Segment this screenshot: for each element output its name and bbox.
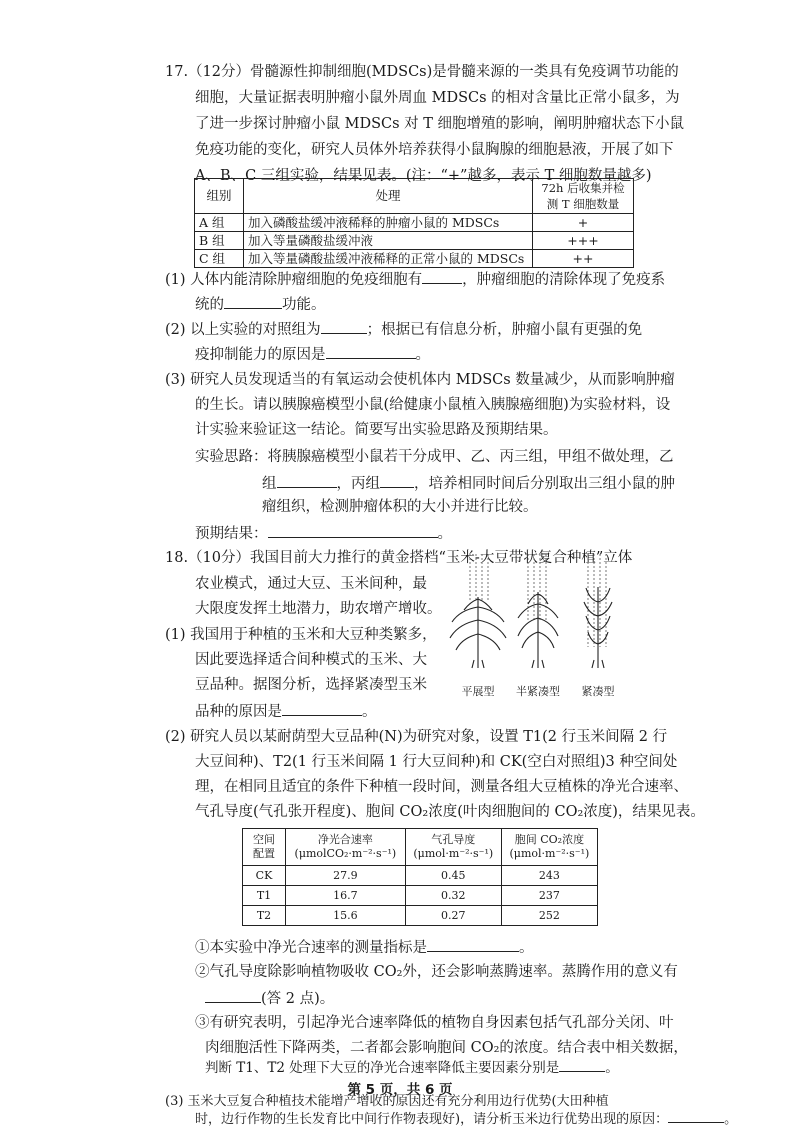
answer-blank[interactable] — [224, 293, 282, 309]
q17-part2 — [165, 318, 642, 340]
answer-blank[interactable] — [427, 936, 519, 952]
q18-th-l1: 净光合速率 — [317, 833, 373, 846]
q17-th-treatment: 处理 — [244, 179, 533, 214]
answer-blank[interactable] — [559, 1058, 605, 1072]
q18-p2-l3: 理，在相同且适宜的条件下种植一段时间，测量各组大豆植株的净光合速率、 — [195, 779, 688, 795]
q17-p2-text-a: (2) 以上实验的对照组为 — [165, 322, 321, 338]
table-cell: 加入等量磷酸盐缓冲液稀释的正常小鼠的 MDSCs — [244, 250, 533, 268]
q18-th-l1: 空间 — [253, 833, 275, 846]
table-cell: 27.9 — [286, 866, 406, 886]
q18-s3-text: 判断 T1、T2 处理下大豆的净光合速率降低主要因素分别是 — [205, 1060, 560, 1076]
q18-th-l2: 配置 — [253, 847, 275, 860]
q18-s1 — [195, 936, 534, 958]
table-cell: C 组 — [195, 250, 244, 268]
q18-p1-l1: (1) 我国用于种植的玉米和大豆种类繁多， — [165, 627, 437, 643]
q18-th-l2: (μmol·m⁻²·s⁻¹) — [509, 847, 590, 860]
q17-expect-end: 。 — [437, 526, 452, 542]
q17-p1-text-b: ，肿瘤细胞的清除体现了免疫系 — [462, 272, 666, 288]
table-cell: 0.45 — [405, 866, 501, 886]
q17-p2-text-b: ；根据已有信息分析，肿瘤小鼠有更强的免 — [366, 322, 643, 338]
q18-th-l1: 气孔导度 — [431, 833, 476, 846]
q18-p1-l3: 豆品种。据图分析，选择紧凑型玉米 — [195, 677, 427, 693]
q18-s2-l1: ②气孔导度除影响植物吸收 CO₂外，还会影响蒸腾速率。蒸腾作用的意义有 — [195, 964, 678, 980]
q17-idea-l2 — [262, 472, 675, 494]
half-compact-corn-icon — [518, 592, 558, 668]
q17-part3-l3: 计实验来验证这一结论。简要写出实验思路及预期结果。 — [195, 422, 558, 438]
q17-table — [194, 178, 634, 268]
q18-th-config — [243, 829, 286, 866]
q17-part3-l2: 的生长。请以胰腺癌模型小鼠(给健康小鼠植入胰腺癌细胞)为实验材料，设 — [195, 397, 671, 413]
answer-blank[interactable] — [268, 522, 438, 538]
table-cell: 243 — [501, 866, 597, 886]
q17-th-result-l2: 测 T 细胞数量 — [546, 197, 620, 211]
q17-line-1: 17.（12分）骨髓源性抑制细胞(MDSCs)是骨髓来源的一类具有免疫调节功能的 — [165, 64, 679, 80]
table-row — [195, 250, 634, 268]
q18-p1-dot: 。 — [362, 704, 377, 720]
q17-th-result-l1: 72h 后收集并检 — [541, 181, 625, 195]
q17-p1-text-c: 统的 — [195, 297, 224, 313]
table-cell: 252 — [501, 906, 597, 926]
q17-expect-label: 预期结果： — [195, 526, 268, 542]
q18-s3-dot: 。 — [605, 1060, 619, 1076]
q18-th-l2: (μmolCO₂·m⁻²·s⁻¹) — [294, 847, 397, 860]
q18-p3-text-a: 时，边行作物的生长发育比中间行作物表现好)，请分析玉米边行优势出现 — [195, 1112, 617, 1127]
table-cell: CK — [243, 866, 286, 886]
q17-part1 — [165, 268, 665, 290]
table-cell: + — [533, 214, 634, 232]
q17-line-5: A、B、C 三组实验，结果见表。(注：“+”越多，表示 T 细胞数量越多) — [195, 168, 652, 184]
answer-blank[interactable] — [282, 700, 362, 716]
page-footer: 第 5 页，共 6 页 — [347, 1082, 453, 1098]
q17-th-result — [533, 179, 634, 214]
q18-intro-l3: 大限度发挥土地潜力，助农增产增收。 — [195, 601, 442, 617]
table-row — [195, 214, 634, 232]
q17-line-4: 免疫功能的变化，研究人员体外培养获得小鼠胸腺的细胞悬液，开展了如下 — [195, 142, 674, 158]
q17-part3-l1: (3) 研究人员发现适当的有氧运动会使机体内 MDSCs 数量减少，从而影响肿瘤 — [165, 372, 675, 388]
table-cell: A 组 — [195, 214, 244, 232]
q18-intro-l2: 农业模式，通过大豆、玉米间种，最 — [195, 576, 427, 592]
q18-th-net-rate — [286, 829, 406, 866]
q17-expect — [195, 522, 452, 544]
q17-part1-cont — [195, 293, 326, 315]
fig-label-half-compact: 半紧凑型 — [516, 685, 560, 698]
q17-part2-cont — [195, 343, 430, 365]
q17-p1-text-d: 功能。 — [282, 297, 326, 313]
q18-th-stomatal — [405, 829, 501, 866]
q18-s3-l2: 肉细胞活性下降两类，二者都会影响胞间 CO₂的浓度。结合表中相关数据， — [205, 1040, 688, 1056]
q18-p1-l2: 因此要选择适合间种模式的玉米、大 — [195, 652, 427, 668]
q18-s2-text-b: (答 2 点)。 — [261, 991, 335, 1007]
answer-blank[interactable] — [380, 472, 414, 488]
answer-blank[interactable] — [326, 343, 416, 359]
q18-p2-l2: 大豆间种)、T2(1 行玉米间隔 1 行大豆间种)和 CK(空白对照组)3 种空间处 — [195, 754, 678, 770]
answer-blank[interactable] — [277, 472, 337, 488]
table-cell: 15.6 — [286, 906, 406, 926]
answer-blank[interactable] — [205, 987, 261, 1003]
answer-blank[interactable] — [422, 268, 462, 284]
q17-idea-l3: 瘤组织，检测肿瘤体积的大小并进行比较。 — [262, 499, 538, 515]
q17-idea-l1: 实验思路：将胰腺癌模型小鼠若干分成甲、乙、丙三组，甲组不做处理，乙 — [195, 449, 674, 465]
q17-th-group: 组别 — [195, 179, 244, 214]
q17-idea-text-c: ，培养相同时间后分别取出三组小鼠的肿 — [414, 476, 675, 492]
fig-label-compact: 紧凑型 — [581, 685, 615, 698]
table-row — [243, 866, 598, 886]
q18-p2-l4: 气孔导度(气孔张开程度)、胞间 CO₂浓度(叶肉细胞间的 CO₂浓度)，结果见表。 — [195, 804, 705, 820]
q18-p2-l1: (2) 研究人员以某耐荫型大豆品种(N)为研究对象，设置 T1(2 行玉米间隔 2 行 — [165, 729, 668, 745]
q18-th-l1: 胞间 CO₂浓度 — [514, 833, 585, 846]
q18-p3-text-b: 的原因： — [616, 1112, 669, 1127]
table-cell: 加入等量磷酸盐缓冲液 — [244, 232, 533, 250]
answer-blank[interactable] — [668, 1110, 724, 1123]
spread-corn-icon — [450, 597, 506, 668]
q18-s1-end: 。 — [519, 940, 534, 956]
table-cell: +++ — [533, 232, 634, 250]
table-cell: 0.27 — [405, 906, 501, 926]
q18-p3-l2 — [195, 1110, 737, 1128]
q18-th-co2 — [501, 829, 597, 866]
table-cell: B 组 — [195, 232, 244, 250]
q18-intro-l1: 18.（10分）我国目前大力推行的黄金搭档“玉米-大豆带状复合种植”立体 — [165, 550, 633, 566]
q18-table — [242, 828, 598, 926]
table-cell: 16.7 — [286, 886, 406, 906]
table-row — [195, 232, 634, 250]
q17-p2-text-c: 疫抑制能力的原因是 — [195, 347, 326, 363]
q17-p2-text-d: 。 — [415, 347, 430, 363]
q18-s1-text: ①本实验中净光合速率的测量指标是 — [195, 940, 427, 956]
table-cell: 0.32 — [405, 886, 501, 906]
answer-blank[interactable] — [321, 318, 367, 334]
table-cell: T2 — [243, 906, 286, 926]
table-row — [243, 886, 598, 906]
table-cell: ++ — [533, 250, 634, 268]
fig-label-spread: 平展型 — [461, 685, 495, 698]
q17-line-3: 了进一步探讨肿瘤小鼠 MDSCs 对 T 细胞增殖的影响，阐明肿瘤状态下小鼠 — [195, 116, 685, 132]
table-cell: 加入磷酸盐缓冲液稀释的肿瘤小鼠的 MDSCs — [244, 214, 533, 232]
q17-idea-text-a: 组 — [262, 476, 277, 492]
table-cell: 237 — [501, 886, 597, 906]
q18-p1-l4 — [195, 700, 377, 722]
q17-idea-text-b: ，丙组 — [336, 476, 380, 492]
corn-type-figure — [448, 552, 633, 682]
q17-p1-text-a: (1) 人体内能清除肿瘤细胞的免疫细胞有 — [165, 272, 423, 288]
q18-p1-text: 品种的原因是 — [195, 704, 282, 720]
table-cell: T1 — [243, 886, 286, 906]
q18-s2-l2 — [205, 987, 334, 1009]
q18-p3-dot: 。 — [724, 1112, 738, 1127]
q18-s3-l3 — [205, 1058, 619, 1077]
table-row — [243, 906, 598, 926]
q17-line-2: 细胞，大量证据表明肿瘤小鼠外周血 MDSCs 的相对含量比正常小鼠多，为 — [195, 90, 680, 106]
q18-s3-l1: ③有研究表明，引起净光合速率降低的植物自身因素包括气孔部分关闭、叶 — [195, 1015, 674, 1031]
q18-p3-l1: (3) 玉米大豆复合种植技术能增产增收的原因还有充分利用边行优势(大田种植 — [165, 1094, 609, 1109]
q18-th-l2: (μmol·m⁻²·s⁻¹) — [413, 847, 494, 860]
